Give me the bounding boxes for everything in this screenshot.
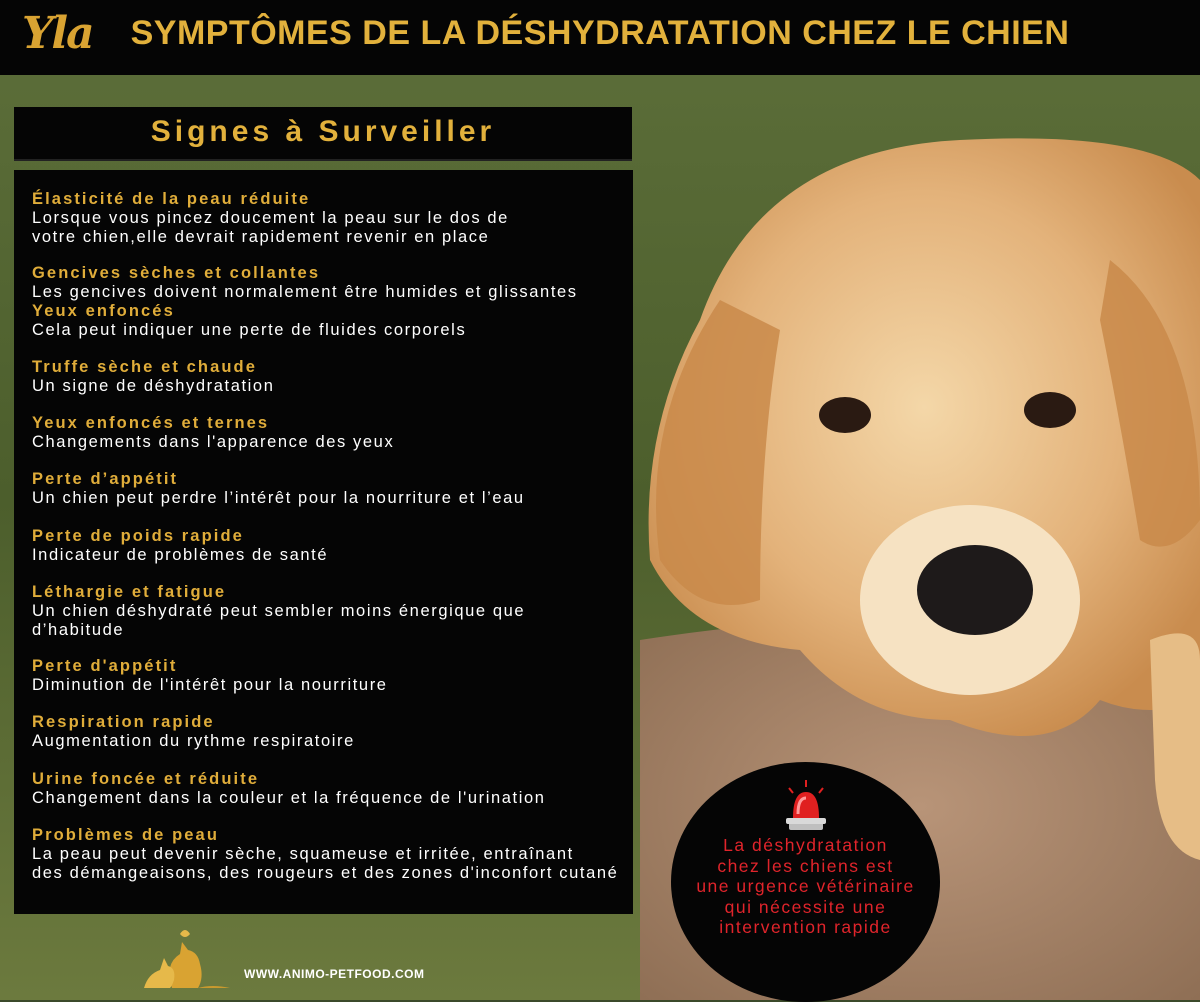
- sign-title: Élasticité de la peau réduite: [32, 190, 311, 208]
- sign-description: votre chien,elle devrait rapidement revenir en place: [32, 228, 490, 246]
- sign-description: Changement dans la couleur et la fréquence de l'urination: [32, 789, 546, 807]
- sign-description: Changements dans l'apparence des yeux: [32, 433, 395, 451]
- alert-text: [671, 835, 940, 938]
- list-item: [32, 264, 632, 302]
- sign-title: Léthargie et fatigue: [32, 583, 227, 601]
- list-item: [32, 713, 632, 751]
- sign-description: Lorsque vous pincez doucement la peau sur le dos de: [32, 209, 509, 227]
- sign-description: Cela peut indiquer une perte de fluides corporels: [32, 321, 467, 339]
- signs-list: [14, 170, 633, 914]
- alert-line: intervention rapide: [719, 917, 892, 937]
- sign-description: La peau peut devenir sèche, squameuse et irritée, entraînant: [32, 845, 574, 863]
- list-item: [32, 190, 632, 247]
- list-item: [32, 770, 632, 808]
- alert-line: chez les chiens est: [717, 855, 894, 876]
- sign-title: Truffe sèche et chaude: [32, 358, 258, 376]
- list-item: [32, 826, 632, 883]
- sign-title: Yeux enfoncés et ternes: [32, 414, 270, 432]
- sign-description: des démangeaisons, des rougeurs et des zones d'inconfort cutané: [32, 864, 619, 882]
- sign-title: Perte de poids rapide: [32, 527, 244, 545]
- page-title: SYMPTÔMES DE LA DÉSHYDRATATION CHEZ LE CHIEN: [130, 14, 1070, 52]
- alert-line: qui nécessite une: [724, 896, 887, 917]
- sign-description: Un chien déshydraté peut sembler moins énergique que: [32, 602, 526, 620]
- list-item: [32, 657, 632, 695]
- sign-title: Urine foncée et réduite: [32, 770, 260, 788]
- sign-title: Yeux enfoncés: [32, 302, 175, 320]
- list-item: [32, 302, 632, 340]
- cat-dog-silhouette-icon: [142, 924, 232, 990]
- brand-logo: Yla: [22, 8, 93, 59]
- alert-circle: [671, 762, 940, 1002]
- sign-description: Un chien peut perdre l’intérêt pour la nourriture et l’eau: [32, 489, 525, 507]
- alert-line: une urgence vétérinaire: [696, 876, 915, 896]
- sign-title: Perte d’appétit: [32, 470, 179, 488]
- sign-title: Respiration rapide: [32, 713, 215, 731]
- sign-description: Augmentation du rythme respiratoire: [32, 732, 355, 750]
- sign-title: Perte d'appétit: [32, 657, 178, 675]
- sign-description: Les gencives doivent normalement être humides et glissantes: [32, 283, 578, 301]
- siren-icon: [781, 778, 831, 834]
- list-item: [32, 527, 632, 565]
- list-item: [32, 414, 632, 452]
- sign-description: Indicateur de problèmes de santé: [32, 546, 329, 564]
- website-url[interactable]: WWW.ANIMO-PETFOOD.COM: [244, 967, 425, 981]
- sign-description: Diminution de l'intérêt pour la nourriture: [32, 676, 388, 694]
- list-item: [32, 358, 632, 396]
- sign-title: Problèmes de peau: [32, 826, 220, 844]
- sign-description: Un signe de déshydratation: [32, 377, 275, 395]
- list-item: [32, 470, 632, 508]
- list-item: [32, 583, 632, 640]
- sign-title: Gencives sèches et collantes: [32, 264, 321, 282]
- section-subtitle: Signes à Surveiller: [150, 115, 496, 148]
- header-bar: [0, 0, 1200, 75]
- alert-line: La déshydratation: [723, 835, 888, 855]
- subtitle-box: [14, 107, 632, 161]
- sign-description: d’habitude: [32, 621, 125, 639]
